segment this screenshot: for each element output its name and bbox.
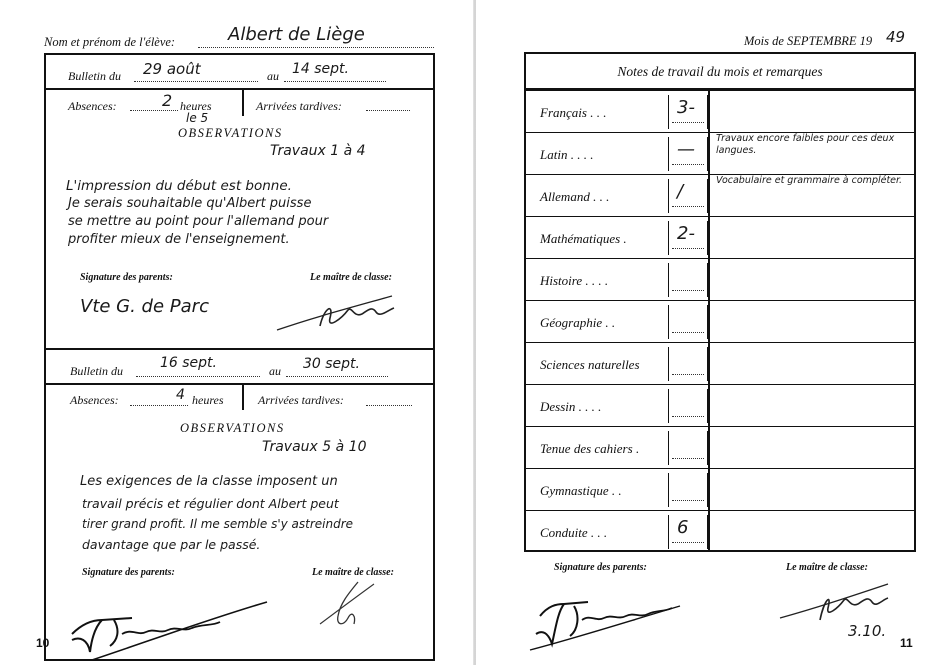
right-sig-parents-label: Signature des parents:: [554, 562, 647, 573]
bulletin1-absences: 2: [162, 91, 173, 110]
bulletin2-absences: 4: [176, 387, 185, 403]
grade-cell: [668, 137, 708, 171]
subject-name: Allemand . . .: [540, 189, 610, 204]
bulletin1-arrivees-line: [366, 110, 410, 111]
grade-value: /: [677, 181, 684, 202]
bulletin1-to-line: [284, 81, 386, 82]
bulletin2-from: 16 sept.: [160, 355, 217, 371]
bulletin-divider: [46, 348, 433, 350]
name-dotline: [198, 47, 434, 48]
bulletin2-au-label: au: [269, 364, 281, 378]
table-row: [526, 426, 914, 468]
bulletin1-label: Bulletin du: [68, 69, 121, 83]
grade-cell: [668, 473, 708, 507]
bulletin1-absences-label: Absences:: [68, 99, 117, 113]
bulletin1-heures-label: heures: [180, 99, 212, 113]
bulletin2-label: Bulletin du: [70, 364, 123, 378]
grade-value: 6: [677, 517, 689, 538]
subject-name: Français . . .: [540, 105, 607, 120]
grade-cell: [668, 95, 708, 129]
bulletin2-absences-divider: [242, 384, 244, 410]
bulletin2-comment-line-2: travail précis et régulier dont Albert peut: [82, 496, 339, 511]
bulletin2-parent-signature: [62, 590, 272, 665]
bulletin2-absences-line: [130, 405, 188, 406]
bulletin2-to-line: [286, 376, 388, 377]
bulletin2-travaux: Travaux 5 à 10: [262, 439, 367, 455]
bulletin1-au-label: au: [267, 69, 279, 83]
bulletin1-comment-line-2: Je serais souhaitable qu'Albert puisse: [68, 196, 312, 211]
bulletin1-from-line: [134, 81, 258, 82]
year-suffix: 49: [886, 28, 906, 46]
grade-cell: [668, 347, 708, 381]
subject-name: Mathématiques .: [540, 231, 627, 246]
grade-cell: [668, 263, 708, 297]
bulletin2-header-rule: [46, 383, 433, 385]
bulletin2-teacher-signature: [318, 578, 378, 643]
bulletin1-sig-maitre-label: Le maître de classe:: [310, 272, 392, 283]
table-row: [526, 216, 914, 258]
subject-name: Tenue des cahiers .: [540, 441, 640, 456]
table-row: [526, 258, 914, 300]
bulletin2-from-line: [136, 376, 260, 377]
table-row: [526, 300, 914, 342]
grade-value: —: [677, 139, 695, 160]
bulletin2-comment-line-1: Les exigences de la classe imposent un: [80, 474, 338, 489]
remark-text: Travaux encore faibles pour ces deux langues.: [716, 133, 895, 156]
bulletin1-travaux: Travaux 1 à 4: [270, 143, 366, 159]
grade-cell: [668, 515, 708, 549]
subject-name: Géographie . .: [540, 315, 616, 330]
bulletin1-comment-line-3: se mettre au point pour l'allemand pour: [68, 214, 329, 229]
bulletin1-from: 29 août: [143, 60, 201, 78]
bulletin2-sig-parents-label: Signature des parents:: [82, 567, 175, 578]
right-parent-signature: [526, 586, 686, 661]
subject-name: Conduite . . .: [540, 525, 608, 540]
bulletin2-absences-label: Absences:: [70, 393, 119, 407]
table-row: [526, 342, 914, 384]
right-sig-maitre-label: Le maître de classe:: [786, 562, 868, 573]
subject-name: Dessin . . . .: [540, 399, 602, 414]
bulletin1-comment-line-1: L'impression du début est bonne.: [66, 178, 292, 194]
remarks-column-rule: [708, 90, 710, 552]
table-row: [526, 132, 914, 174]
bulletin1-header-rule: [46, 88, 433, 90]
bulletin1-sig-parents-label: Signature des parents:: [80, 272, 173, 283]
table-row: [526, 384, 914, 426]
left-page: [0, 0, 474, 665]
grade-cell: [668, 389, 708, 423]
subject-name: Latin . . . .: [540, 147, 594, 162]
bulletin2-comment-line-4: davantage que par le passé.: [82, 537, 261, 552]
grade-value: 2-: [677, 223, 695, 244]
table-title: Notes de travail du mois et remarques: [526, 54, 914, 90]
month-label: Mois de SEPTEMBRE 19: [744, 34, 873, 48]
bulletin1-to: 14 sept.: [292, 61, 349, 77]
bulletin1-absences-line: [130, 110, 178, 111]
bulletin2-arrivees-label: Arrivées tardives:: [258, 393, 344, 407]
grade-cell: [668, 179, 708, 213]
bulletin1-le5-note: le 5: [186, 111, 209, 125]
subject-name: Gymnastique . .: [540, 483, 622, 498]
grade-cell: [668, 221, 708, 255]
bulletin1-arrivees-label: Arrivées tardives:: [256, 99, 342, 113]
subject-name: Sciences naturelles: [540, 357, 640, 372]
bulletin1-observations: OBSERVATIONS: [178, 126, 283, 140]
right-page: [476, 0, 950, 665]
table-row: [526, 510, 914, 552]
bulletin2-heures-label: heures: [192, 393, 224, 407]
bulletin2-comment-line-3: tirer grand profit. Il me semble s'y astreindre: [82, 517, 354, 531]
student-name: Albert de Liège: [228, 24, 365, 45]
bulletin2-to: 30 sept.: [303, 356, 360, 372]
bulletin1-comment-line-4: profiter mieux de l'enseignement.: [68, 232, 290, 247]
bulletin1-sig-parents: Vte G. de Parc: [80, 296, 209, 317]
left-page-number: 10: [36, 636, 50, 650]
grade-cell: [668, 431, 708, 465]
subject-name: Histoire . . . .: [540, 273, 609, 288]
remark-text: Vocabulaire et grammaire à compléter.: [716, 175, 903, 186]
table-row: [526, 90, 914, 132]
table-row: [526, 174, 914, 216]
bulletin1-teacher-signature: [272, 288, 402, 343]
bulletin2-sig-maitre-label: Le maître de classe:: [312, 567, 394, 578]
grade-value: 3-: [677, 97, 695, 118]
bulletin1-absences-divider: [242, 90, 244, 116]
grades-table: [524, 52, 916, 552]
table-row: [526, 468, 914, 510]
bulletin2-observations: OBSERVATIONS: [180, 421, 285, 435]
name-label: Nom et prénom de l'élève:: [44, 35, 176, 49]
bulletin2-arrivees-line: [366, 405, 412, 406]
right-page-number: 11: [900, 636, 913, 650]
date-note: 3.10.: [848, 622, 887, 640]
grade-cell: [668, 305, 708, 339]
